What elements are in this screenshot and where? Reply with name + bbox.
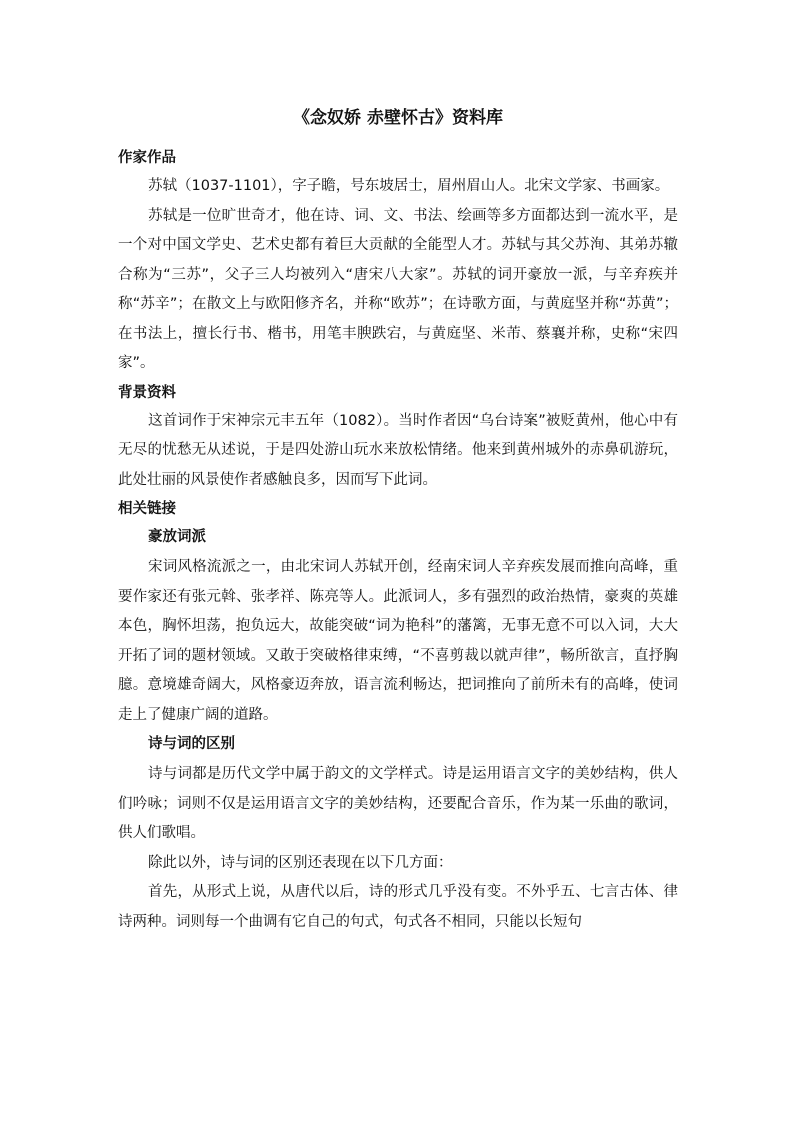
haofang-paragraph: 宋词风格流派之一，由北宋词人苏轼开创，经南宋词人辛弃疾发展而推向高峰，重要作家还有张元斡、张孝祥、陈亮等人。此派词人，多有强烈的政治热情，豪爽的英雄本色，胸怀坦荡，抱负远大，故能突破“词为艳科”的藩篱，无事无意不可以入词，大大开拓了词的题材领域。又敢于突破格律束缚，“不喜剪裁以就声律”，畅所欲言，直抒胸臆。意境雄奇阔大，风格豪迈奔放，语言流利畅达，把词推向了前所未有的高峰，使词走上了健康广阔的道路。 bbox=[118, 559, 678, 723]
shici-paragraph-3: 首先，从形式上说，从唐代以后，诗的形式几乎没有变。不外乎五、七言古体、律诗两种。词则每一个曲调有它自己的句式，句式各不相同，只能以长短句 bbox=[118, 884, 678, 930]
subheading-haofang: 豪放词派 bbox=[148, 529, 206, 545]
document-title: 《念奴娇 赤壁怀古》资料库 bbox=[293, 108, 503, 128]
shici-paragraph-1: 诗与词都是历代文学中属于韵文的文学样式。诗是运用语言文字的美妙结构，供人们吟咏；词则不仅是运用语言文字的美妙结构，还要配合音乐，作为某一乐曲的歌词，供人们歌唱。 bbox=[118, 766, 678, 841]
document-page bbox=[118, 104, 678, 937]
shici-paragraph-2: 除此以外，诗与词的区别还表现在以下几方面： bbox=[148, 854, 453, 871]
subheading-shici: 诗与词的区别 bbox=[148, 736, 235, 752]
author-paragraph-1: 苏轼（1037-1101），字子瞻，号东坡居士，眉州眉山人。北宋文学家、书画家。 bbox=[148, 178, 670, 194]
section-heading-author: 作家作品 bbox=[118, 150, 176, 166]
background-paragraph: 这首词作于宋神宗元丰五年（1082）。当时作者因“乌台诗案”被贬黄州，他心中有无尽的忧愁无从述说，于是四处游山玩水来放松情绪。他来到黄州城外的赤鼻矶游玩，此处壮丽的风景使作者感触良多，因而写下此词。 bbox=[118, 412, 678, 488]
section-heading-background: 背景资料 bbox=[118, 384, 176, 401]
section-heading-links: 相关链接 bbox=[118, 501, 176, 517]
author-paragraph-2: 苏轼是一位旷世奇才，他在诗、词、文、书法、绘画等多方面都达到一流水平，是一个对中国文学史、艺术史都有着巨大贡献的全能型人才。苏轼与其父苏洵、其弟苏辙合称为“三苏”，父子三人均被列入“唐宋八大家”。苏轼的词开豪放一派，与辛弃疾并称“苏辛”；在散文上与欧阳修齐名，并称“欧苏”；在诗歌方面，与黄庭坚并称“苏黄”；在书法上，擅长行书、楷书，用笔丰腴跌宕，与黄庭坚、米芾、蔡襄并称，史称“宋四家”。 bbox=[118, 207, 678, 371]
